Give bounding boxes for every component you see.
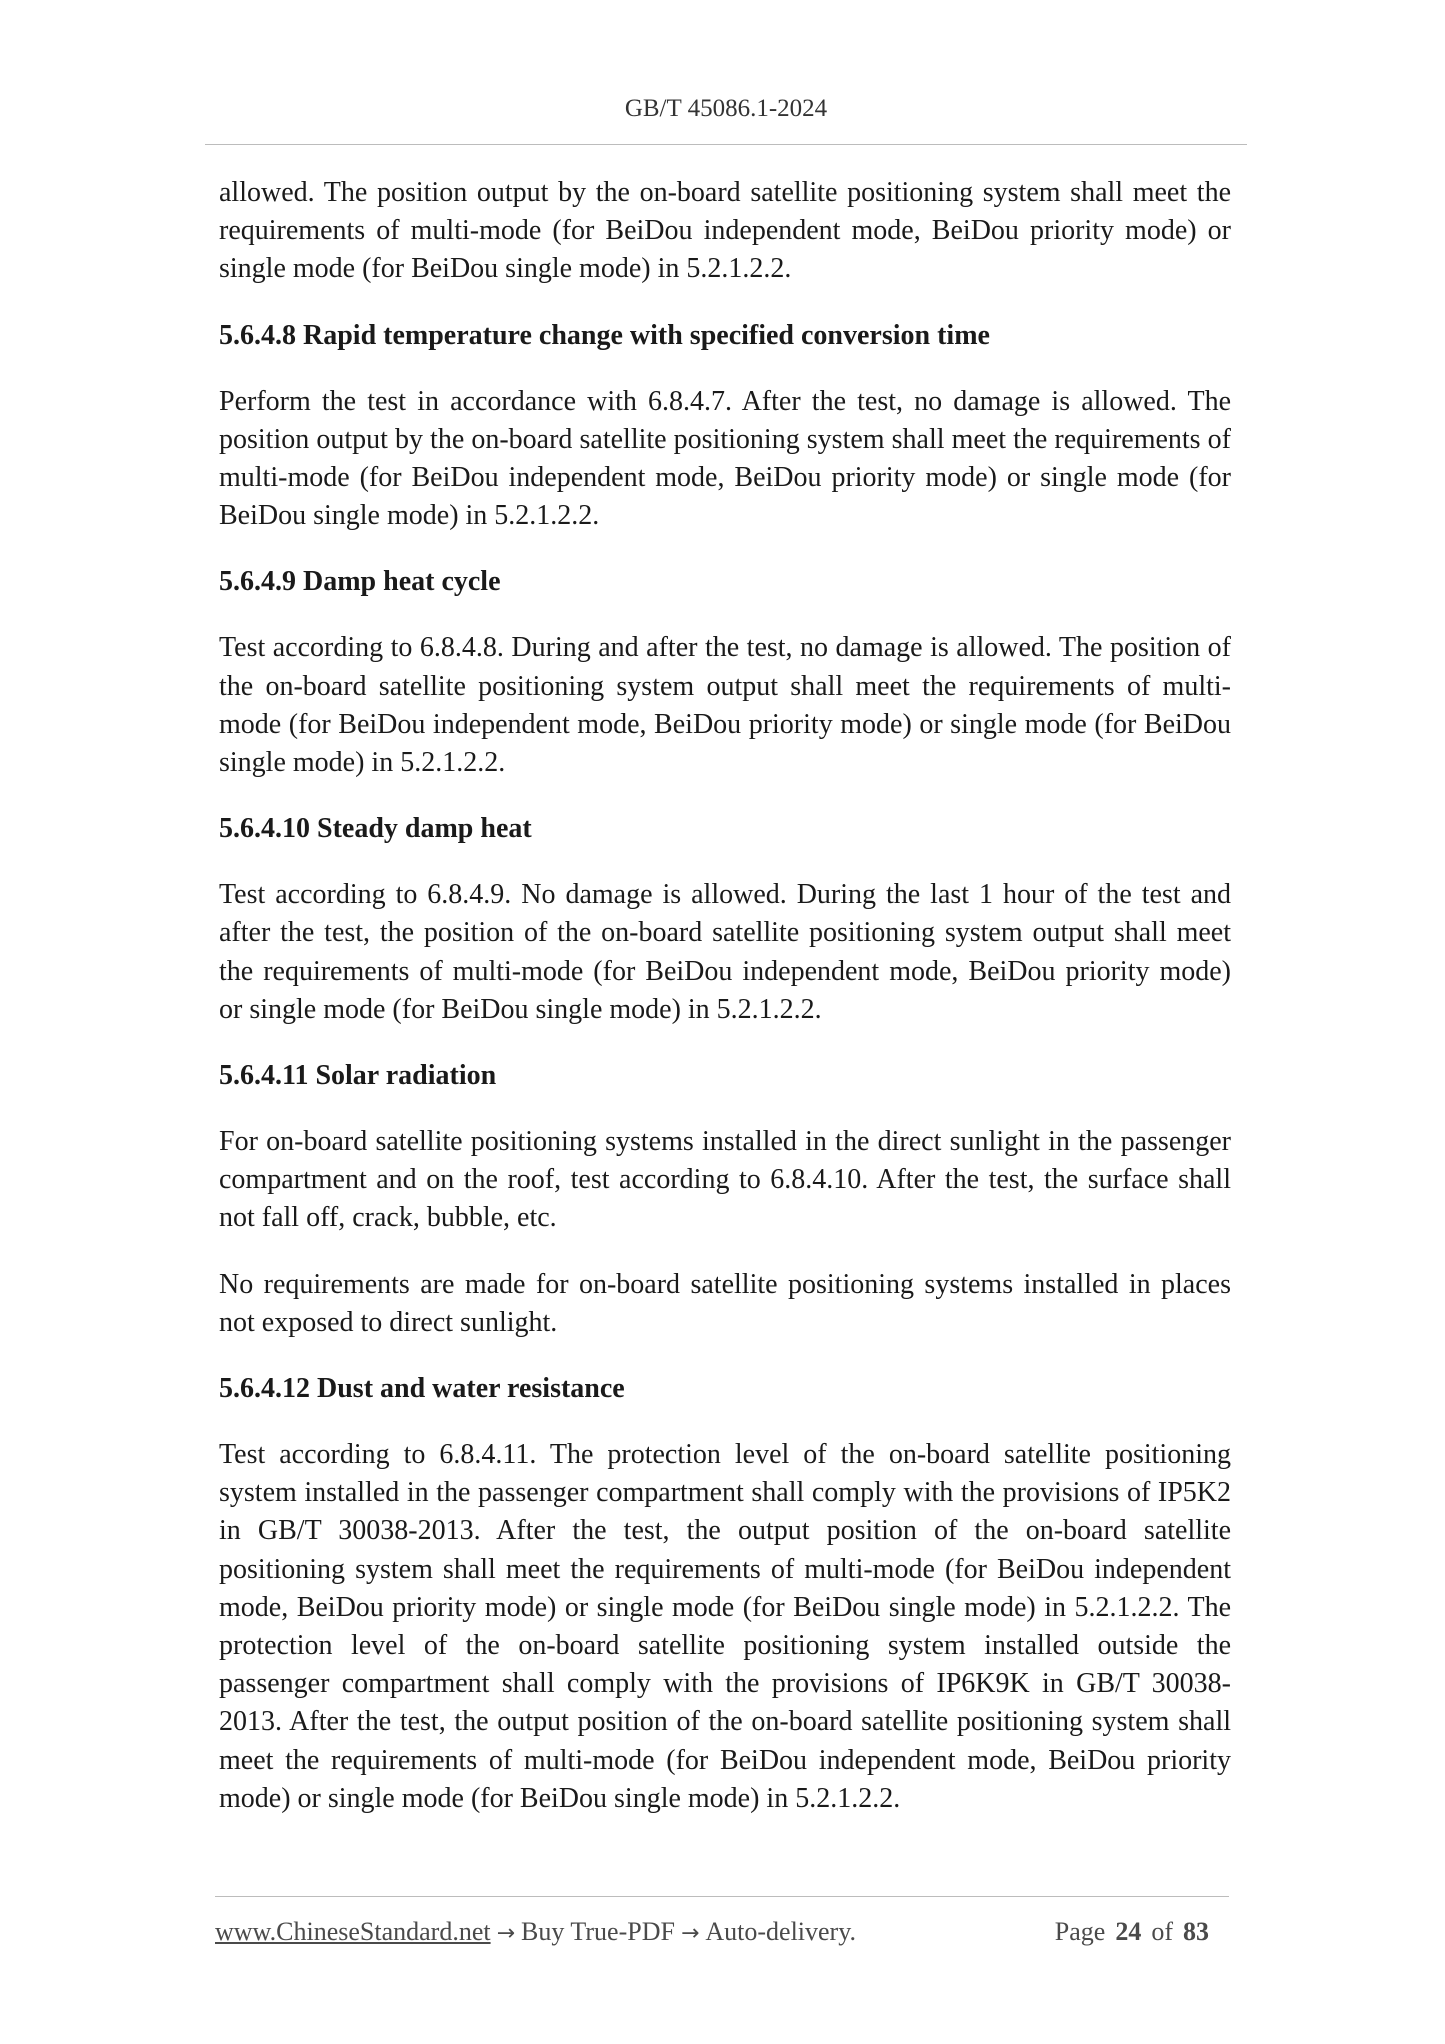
page-total: 83 — [1183, 1917, 1209, 1946]
paragraph: Test according to 6.8.4.9. No damage is allowed. During the last 1 hour of the test and after the test, the position of the on-board satellite positioning system output shall meet the requirements of multi-mode (for BeiDou independent mode, BeiDou priority mode) or single mode (for BeiDou single mode) in 5.2.1.2.2. — [219, 879, 1231, 1025]
paragraph: allowed. The position output by the on-board satellite positioning system shall meet the requirements of multi-mode (for BeiDou independent mode, BeiDou priority mode) or single mode (for BeiDou single mode) in 5.2.1.2.2. — [219, 177, 1231, 285]
arrow-right-icon: → — [680, 1921, 700, 1946]
page-number: 24 — [1115, 1917, 1142, 1946]
page-body — [219, 174, 1231, 1846]
page-header — [205, 92, 1247, 145]
footer-promo — [215, 1917, 856, 1947]
document-id: GB/T 45086.1-2024 — [624, 95, 828, 122]
section-heading: 5.6.4.9 Damp heat cycle — [219, 566, 501, 598]
section-heading: 5.6.4.11 Solar radiation — [219, 1060, 497, 1092]
paragraph: Test according to 6.8.4.8. During and after the test, no damage is allowed. The position of the on-board satellite positioning system output shall meet the requirements of multi-mode (for BeiDou independent mode, BeiDou priority mode) or single mode (for BeiDou single mode) in 5.2.1.2.2. — [219, 632, 1231, 779]
page-indicator — [1055, 1917, 1229, 1947]
delivery-text: Auto-delivery. — [705, 1917, 857, 1946]
paragraph: For on-board satellite positioning systems installed in the direct sunlight in the passenger compartment and on the roof, test according to 6.8.4.10. After the test, the surface shall not fall off, crack, bubble, etc. — [219, 1126, 1231, 1234]
page-label: Page — [1054, 1917, 1106, 1946]
of-label: of — [1151, 1917, 1173, 1946]
section-heading: 5.6.4.8 Rapid temperature change with specified conversion time — [219, 319, 990, 351]
paragraph: Perform the test in accordance with 6.8.4.7. After the test, no damage is allowed. The position output by the on-board satellite positioning system shall meet the requirements of multi-mode (for BeiDou independent mode, BeiDou priority mode) or single mode (for BeiDou single mode) in 5.2.1.2.2. — [219, 385, 1231, 532]
buy-text: Buy True-PDF — [521, 1917, 675, 1946]
section-heading: 5.6.4.10 Steady damp heat — [219, 813, 532, 845]
paragraph: No requirements are made for on-board satellite positioning systems installed in places not exposed to direct sunlight. — [219, 1268, 1231, 1338]
arrow-right-icon: → — [496, 1921, 516, 1946]
section-heading: 5.6.4.12 Dust and water resistance — [219, 1373, 625, 1405]
paragraph: Test according to 6.8.4.11. The protection level of the on-board satellite positioning system installed in the passenger compartment shall comply with the provisions of IP5K2 in GB/T 30038-2013. After the test, the output position of the on-board satellite positioning system shall meet the requirements of multi-mode (for BeiDou independent mode, BeiDou priority mode) or single mode (for BeiDou single mode) in 5.2.1.2.2. The protection level of the on-board satellite positioning system installed outside the passenger compartment shall comply with the provisions of IP6K9K in GB/T 30038-2013. After the test, the output position of the on-board satellite positioning system shall meet the requirements of multi-mode (for BeiDou independent mode, BeiDou priority mode) or single mode (for BeiDou single mode) in 5.2.1.2.2. — [219, 1439, 1231, 1814]
website-link[interactable]: www.ChineseStandard.net — [215, 1917, 491, 1946]
page-footer — [215, 1896, 1229, 1947]
